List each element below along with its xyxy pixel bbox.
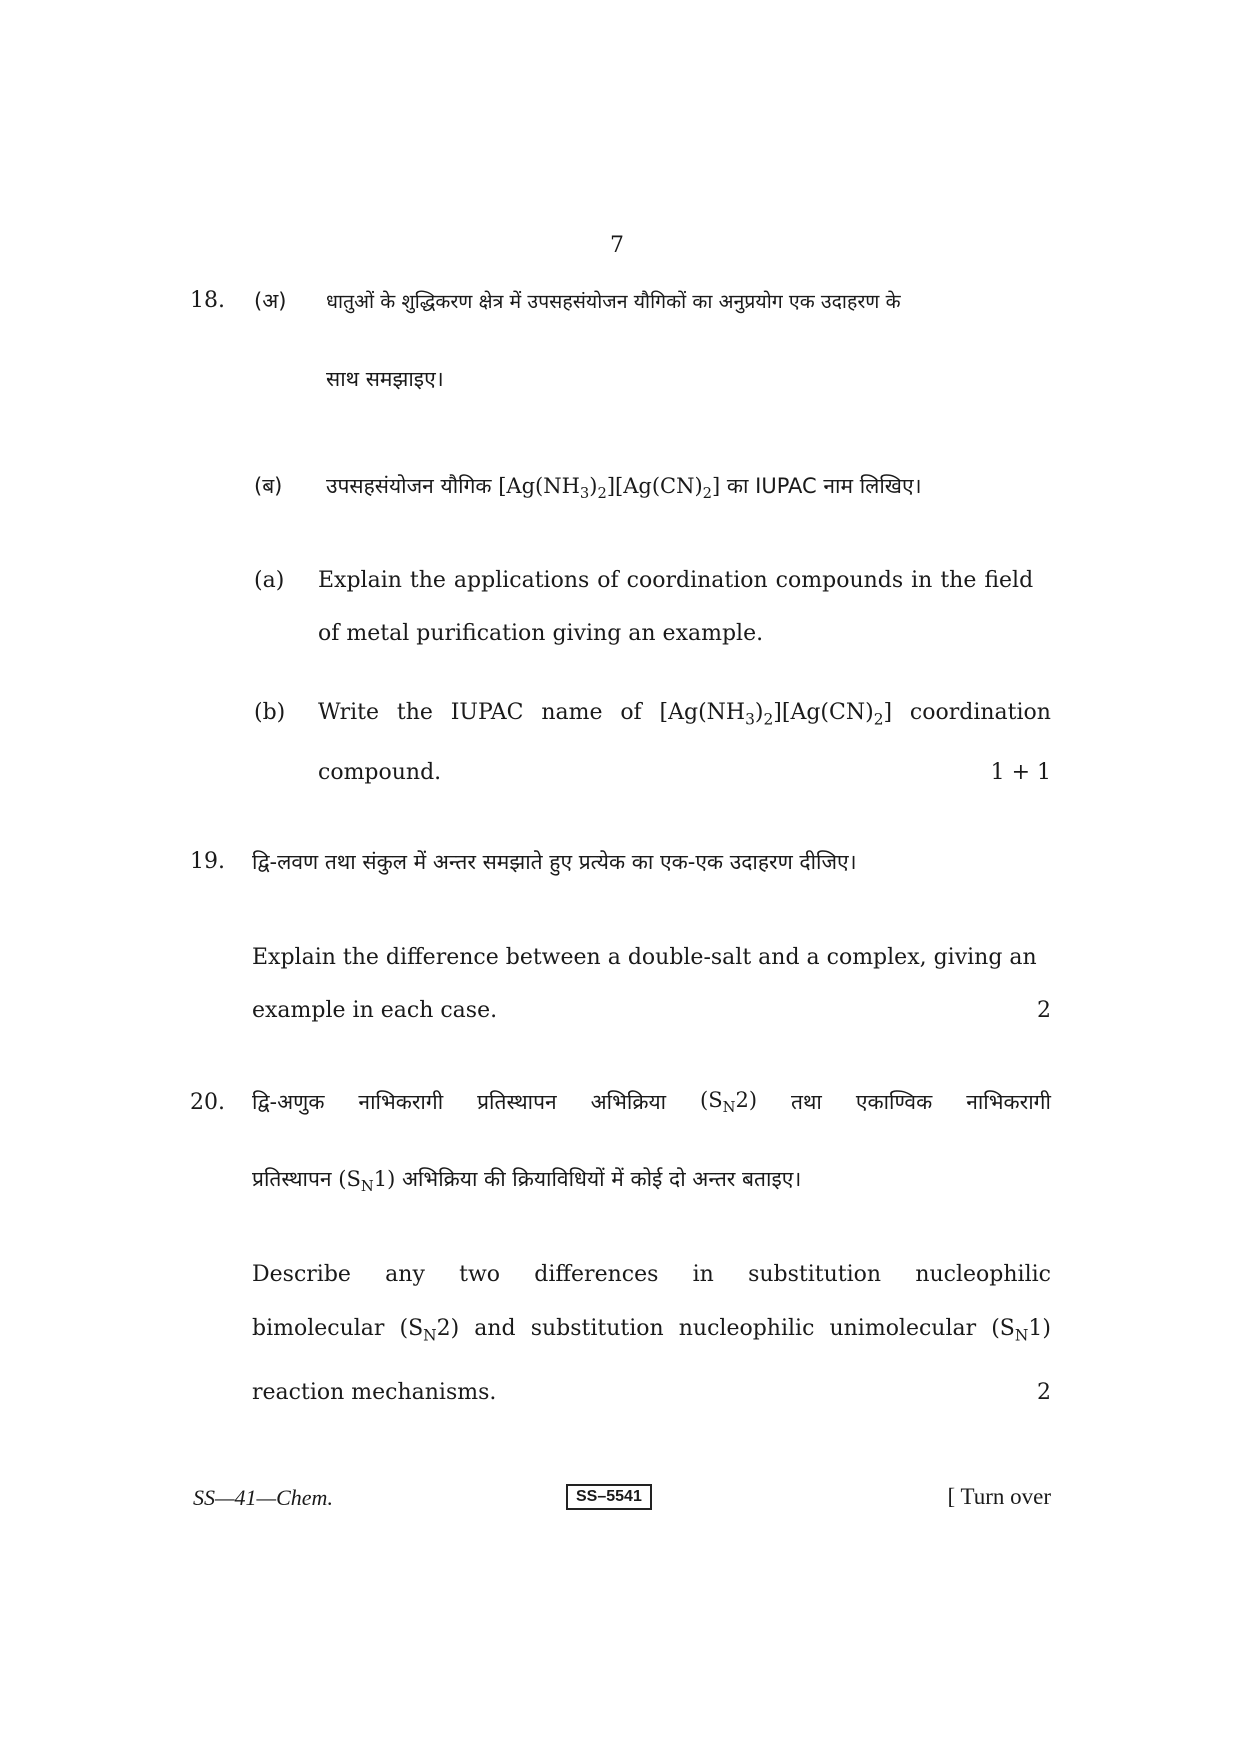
q19-en-line1-text: Explain the difference between a double-salt and a complex, giving an (252, 945, 1037, 970)
q19-en-line1 (252, 945, 1051, 970)
q18-hindi-b-label: (ब) (254, 474, 283, 498)
q20-hindi-line2-pre: प्रतिस्थापन (252, 1167, 332, 1191)
q20-hindi-sn2: $(S_N2)$ (700, 1088, 758, 1117)
footer-set-code: SS–5541 (566, 1484, 652, 1510)
q18-en-b-word: IUPAC (450, 700, 524, 725)
q18-en-b-word: coordination (909, 700, 1051, 725)
q20-hindi-word: अभिक्रिया (590, 1090, 667, 1114)
q18-hindi-b-post: का IUPAC नाम लिखिए। (726, 474, 922, 498)
q20-en-word: nucleophilic (915, 1262, 1051, 1287)
q20-en-word: two (459, 1262, 501, 1287)
q20-hindi-word: नाभिकरागी (966, 1090, 1051, 1114)
q20-hindi-line2 (252, 1165, 802, 1196)
q20-en-word: Describe (252, 1262, 351, 1287)
q20-en-word: any (385, 1262, 425, 1287)
q18-en-a-line1 (318, 568, 1051, 593)
q20-en-word: substitution (748, 1262, 882, 1287)
q18-en-a-label: (a) (254, 568, 285, 593)
q20-marks: 2 (1037, 1380, 1051, 1405)
q20-hindi-word: तथा (791, 1090, 822, 1114)
q19-en-line2: example in each case. (252, 998, 498, 1023)
q18-en-b-word: of (620, 700, 642, 725)
q18-en-b-word: Write (318, 700, 380, 725)
q18-hindi-b-formula: $[Ag(NH_3)_2][Ag(CN)_2]$ (498, 474, 721, 503)
q20-en-line3: reaction mechanisms. (252, 1380, 497, 1405)
q20-en-word: nucleophilic (678, 1316, 815, 1341)
question-number-19: 19. (190, 849, 225, 874)
q18-hindi-b-pre: उपसहसंयोजन यौगिक (326, 474, 492, 498)
q20-en-word: unimolecular (829, 1316, 977, 1341)
q18-en-b-word: name (541, 700, 603, 725)
q18-en-b-formula: $[Ag(NH_3)_2][Ag(CN)_2]$ (659, 700, 893, 729)
q20-hindi-word: प्रतिस्थापन (477, 1090, 557, 1114)
q20-hindi-word: द्वि-अणुक (252, 1090, 325, 1114)
q20-en-sn1: $(S_N1)$ (991, 1316, 1051, 1345)
footer-turn-over: [ Turn over (947, 1484, 1051, 1509)
q20-hindi-line1 (252, 1088, 1051, 1116)
question-number-18: 18. (190, 288, 225, 313)
q20-en-word: bimolecular (252, 1316, 385, 1341)
q18-en-b-label: (b) (254, 700, 286, 725)
q20-en-word: substitution (530, 1316, 664, 1341)
q18-en-b-word: the (396, 700, 433, 725)
q18-en-b-line1 (318, 700, 1051, 729)
q20-en-line1 (252, 1262, 1051, 1287)
q19-hindi-line1: द्वि-लवण तथा संकुल में अन्तर समझाते हुए प्रत्येक का एक-एक उदाहरण दीजिए। (252, 850, 857, 874)
q20-hindi-word: नाभिकरागी (358, 1090, 444, 1114)
q20-en-word: in (692, 1262, 714, 1287)
q20-en-word: and (474, 1316, 516, 1341)
q20-hindi-sn1: $(S_N1)$ (338, 1167, 396, 1196)
q20-hindi-word: एकाण्विक (855, 1090, 933, 1114)
q20-en-word: differences (534, 1262, 659, 1287)
q20-en-sn2: $(S_N2)$ (399, 1316, 460, 1345)
q18-hindi-a-label: (अ) (254, 289, 287, 313)
q18-en-b-line2: compound. (318, 760, 442, 785)
q18-en-a-line2: of metal purification giving an example. (318, 621, 764, 646)
q20-en-line2 (252, 1316, 1051, 1345)
q18-en-a-line1-text: Explain the applications of coordination compounds in the field (318, 568, 1034, 593)
q20-hindi-line2-post: अभिक्रिया की क्रियाविधियों में कोई दो अन्तर बताइए। (401, 1167, 802, 1191)
footer-paper-code: SS—41—Chem. (193, 1485, 333, 1510)
q19-marks: 2 (1037, 998, 1051, 1023)
question-number-20: 20. (190, 1090, 225, 1115)
q18-marks: 1 + 1 (990, 760, 1051, 785)
page-number: 7 (610, 233, 624, 258)
q18-hindi-b-line (326, 472, 922, 503)
q18-hindi-a-line2: साथ समझाइए। (326, 367, 444, 391)
q18-hindi-a-line1: धातुओं के शुद्धिकरण क्षेत्र में उपसहसंयोजन यौगिकों का अनुप्रयोग एक उदाहरण के (326, 290, 901, 313)
